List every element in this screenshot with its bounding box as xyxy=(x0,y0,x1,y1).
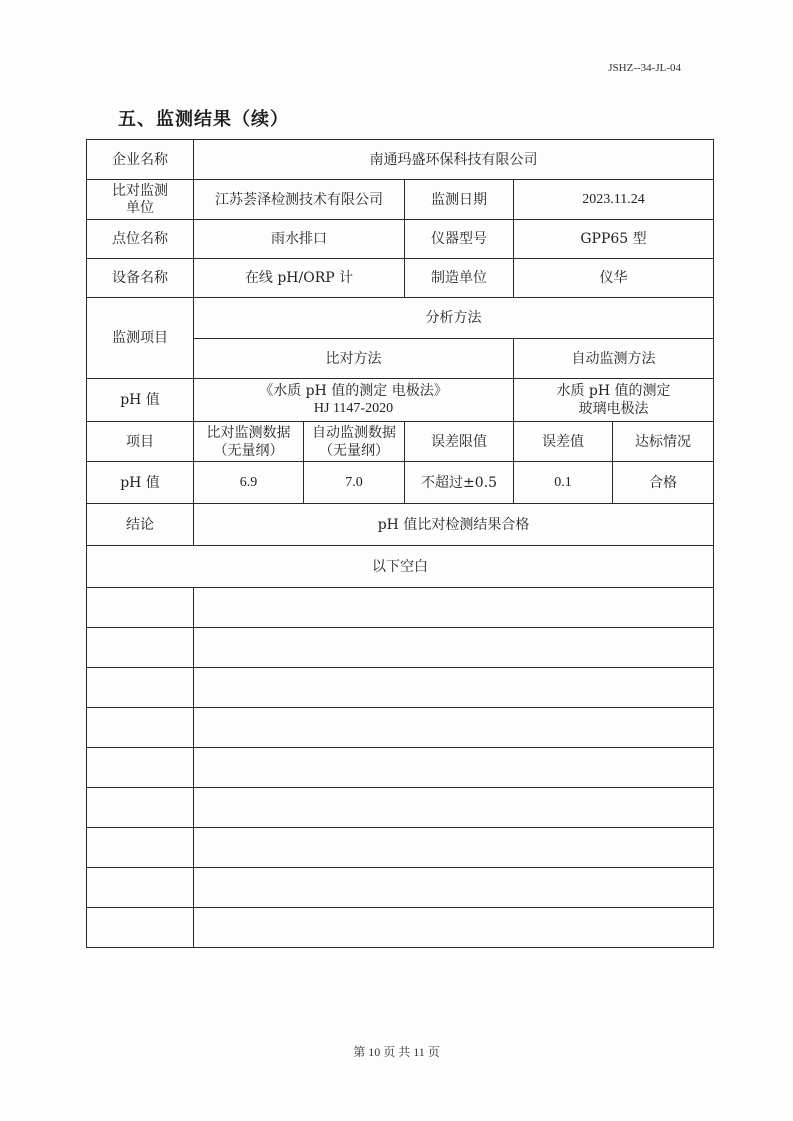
page-footer: 第 10 页 共 11 页 xyxy=(353,1045,440,1059)
conclusion-value: pH 值比对检测结果合格 xyxy=(194,504,714,546)
blank-row xyxy=(87,868,714,908)
monitor-date-label: 监测日期 xyxy=(405,180,514,220)
model-value: GPP65 型 xyxy=(514,220,714,259)
col-auto-data-header: 自动监测数据（无量纲） xyxy=(304,422,405,462)
col-item-header: 项目 xyxy=(87,422,194,462)
table-row xyxy=(87,180,714,220)
device-value: 在线 pH/ORP 计 xyxy=(194,259,405,298)
analysis-method-label: 分析方法 xyxy=(194,298,714,339)
monitoring-results-table xyxy=(86,139,714,948)
row-item: pH 值 xyxy=(87,462,194,504)
maker-label: 制造单位 xyxy=(405,259,514,298)
blank-note: 以下空白 xyxy=(87,546,714,588)
site-value: 雨水排口 xyxy=(194,220,405,259)
row-error-value: 0.1 xyxy=(514,462,613,504)
model-label: 仪器型号 xyxy=(405,220,514,259)
table-row xyxy=(87,504,714,546)
col-compliance-header: 达标情况 xyxy=(613,422,714,462)
blank-row xyxy=(87,748,714,788)
comparison-method-value xyxy=(194,379,514,422)
blank-row xyxy=(87,908,714,948)
document-code: JSHZ--34-JL-04 xyxy=(608,62,681,74)
blank-row xyxy=(87,828,714,868)
row-comparison-data: 6.9 xyxy=(194,462,304,504)
blank-row xyxy=(87,628,714,668)
ph-label: pH 值 xyxy=(87,379,194,422)
comparison-unit-value: 江苏荟泽检测技术有限公司 xyxy=(194,180,405,220)
col-error-value-header: 误差值 xyxy=(514,422,613,462)
auto-method-label: 自动监测方法 xyxy=(514,339,714,379)
col-comparison-data-header: 比对监测数据（无量纲） xyxy=(194,422,304,462)
table-row xyxy=(87,546,714,588)
blank-row xyxy=(87,668,714,708)
table-row xyxy=(87,422,714,462)
item-label: 监测项目 xyxy=(87,298,194,379)
table-row xyxy=(87,298,714,339)
maker-value: 仪华 xyxy=(514,259,714,298)
enterprise-label: 企业名称 xyxy=(87,140,194,180)
enterprise-value: 南通玛盛环保科技有限公司 xyxy=(194,140,714,180)
comparison-method-line2: HJ 1147-2020 xyxy=(313,401,394,416)
table-row xyxy=(87,379,714,422)
table-row xyxy=(87,140,714,180)
auto-method-line1: 水质 pH 值的测定 xyxy=(556,383,671,399)
comparison-method-line1: 《水质 pH 值的测定 电极法》 xyxy=(259,383,448,399)
row-error-limit: 不超过±0.5 xyxy=(405,462,514,504)
blank-row xyxy=(87,588,714,628)
blank-row xyxy=(87,788,714,828)
table-row xyxy=(87,259,714,298)
row-auto-data: 7.0 xyxy=(304,462,405,504)
section-title: 五、监测结果（续） xyxy=(118,109,289,130)
blank-row xyxy=(87,708,714,748)
row-compliance: 合格 xyxy=(613,462,714,504)
site-label: 点位名称 xyxy=(87,220,194,259)
table-row xyxy=(87,462,714,504)
table-row xyxy=(87,220,714,259)
device-label: 设备名称 xyxy=(87,259,194,298)
comparison-unit-label: 比对监测单位 xyxy=(87,180,194,220)
auto-method-line2: 玻璃电极法 xyxy=(578,401,649,417)
monitor-date-value: 2023.11.24 xyxy=(514,180,714,220)
conclusion-label: 结论 xyxy=(87,504,194,546)
auto-method-value xyxy=(514,379,714,422)
comparison-method-label: 比对方法 xyxy=(194,339,514,379)
col-error-limit-header: 误差限值 xyxy=(405,422,514,462)
